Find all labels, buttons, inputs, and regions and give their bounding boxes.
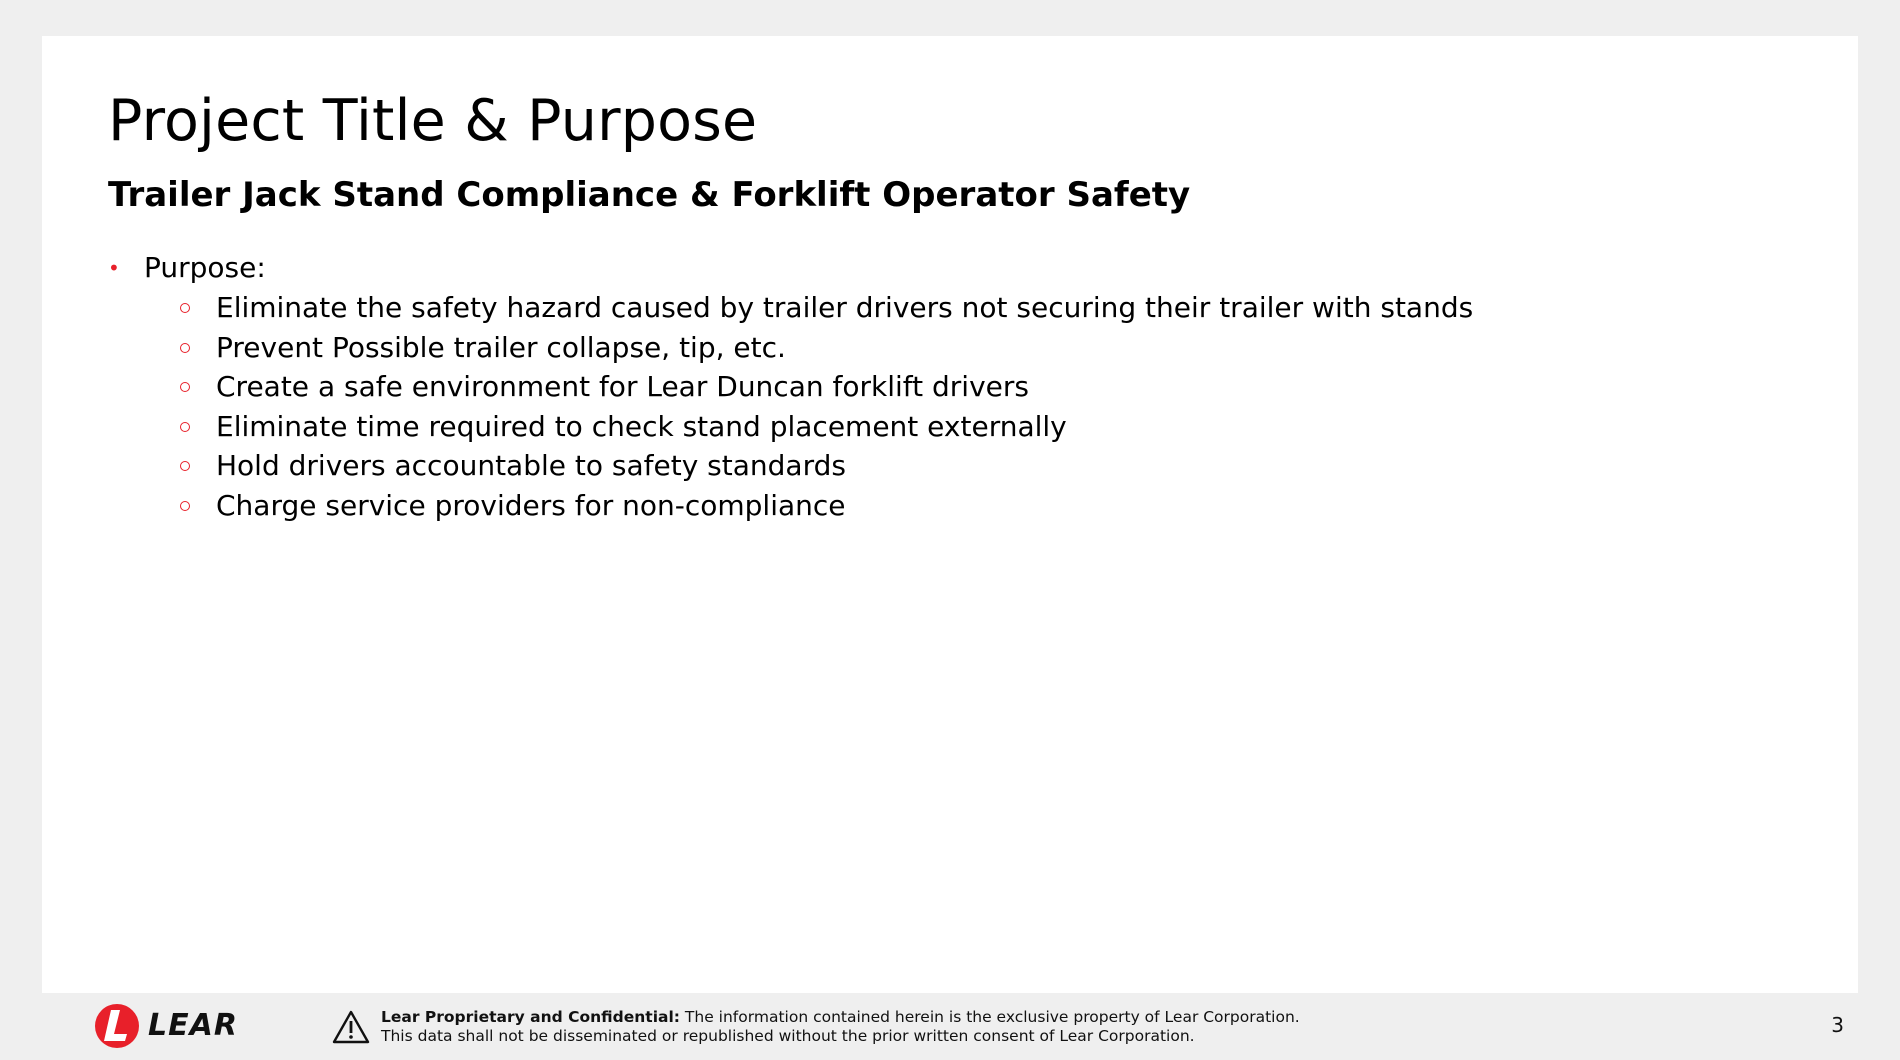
sub-bullet-text: Charge service providers for non-compliance: [216, 488, 846, 522]
circle-bullet-icon: [180, 303, 190, 313]
confidentiality-label: Lear Proprietary and Confidential:: [381, 1008, 680, 1026]
page-number: 3: [1831, 1013, 1844, 1037]
bullet-label: Purpose:: [144, 251, 266, 284]
circle-bullet-icon: [180, 422, 190, 432]
circle-bullet-icon: [180, 501, 190, 511]
sub-bullet-item: [108, 486, 1808, 526]
circle-bullet-icon: [180, 461, 190, 471]
sub-bullet-list: [108, 288, 1808, 526]
sub-bullet-item: [108, 407, 1808, 447]
sub-bullet-text: Prevent Possible trailer collapse, tip, etc.: [216, 330, 786, 364]
lear-logo-text: LEAR: [148, 1008, 238, 1043]
confidentiality-text-1: The information contained herein is the exclusive property of Lear Corporation.: [680, 1008, 1300, 1026]
sub-bullet-text: Create a safe environment for Lear Duncan forklift drivers: [216, 370, 1029, 404]
slide-title: Project Title & Purpose: [108, 88, 758, 154]
sub-bullet-item: [108, 328, 1808, 368]
bullet-content: [108, 248, 1808, 526]
sub-bullet-item: [108, 288, 1808, 328]
sub-bullet-item: [108, 446, 1808, 486]
sub-bullet-text: Hold drivers accountable to safety standards: [216, 449, 846, 483]
sub-bullet-text: Eliminate the safety hazard caused by trailer drivers not securing their trailer with stands: [216, 291, 1474, 324]
circle-bullet-icon: [180, 382, 190, 392]
slide-subtitle: Trailer Jack Stand Compliance & Forklift Operator Safety: [108, 175, 1191, 215]
sub-bullet-text: Eliminate time required to check stand placement externally: [216, 409, 1067, 443]
lear-logo: [94, 1003, 244, 1049]
warning-triangle-icon: [332, 1010, 370, 1044]
bullet-marker: •: [108, 256, 120, 280]
slide-footer: [0, 993, 1900, 1060]
confidentiality-text-2: This data shall not be disseminated or republished without the prior written consent of Lear Corporation.: [381, 1027, 1195, 1045]
lear-logo-icon: [94, 1003, 140, 1049]
slide-canvas: [42, 36, 1858, 993]
confidentiality-notice: [381, 1008, 1300, 1046]
sub-bullet-item: [108, 367, 1808, 407]
bullet-item-purpose: [108, 248, 1808, 288]
confidentiality-line-1: [381, 1008, 1300, 1027]
circle-bullet-icon: [180, 343, 190, 353]
